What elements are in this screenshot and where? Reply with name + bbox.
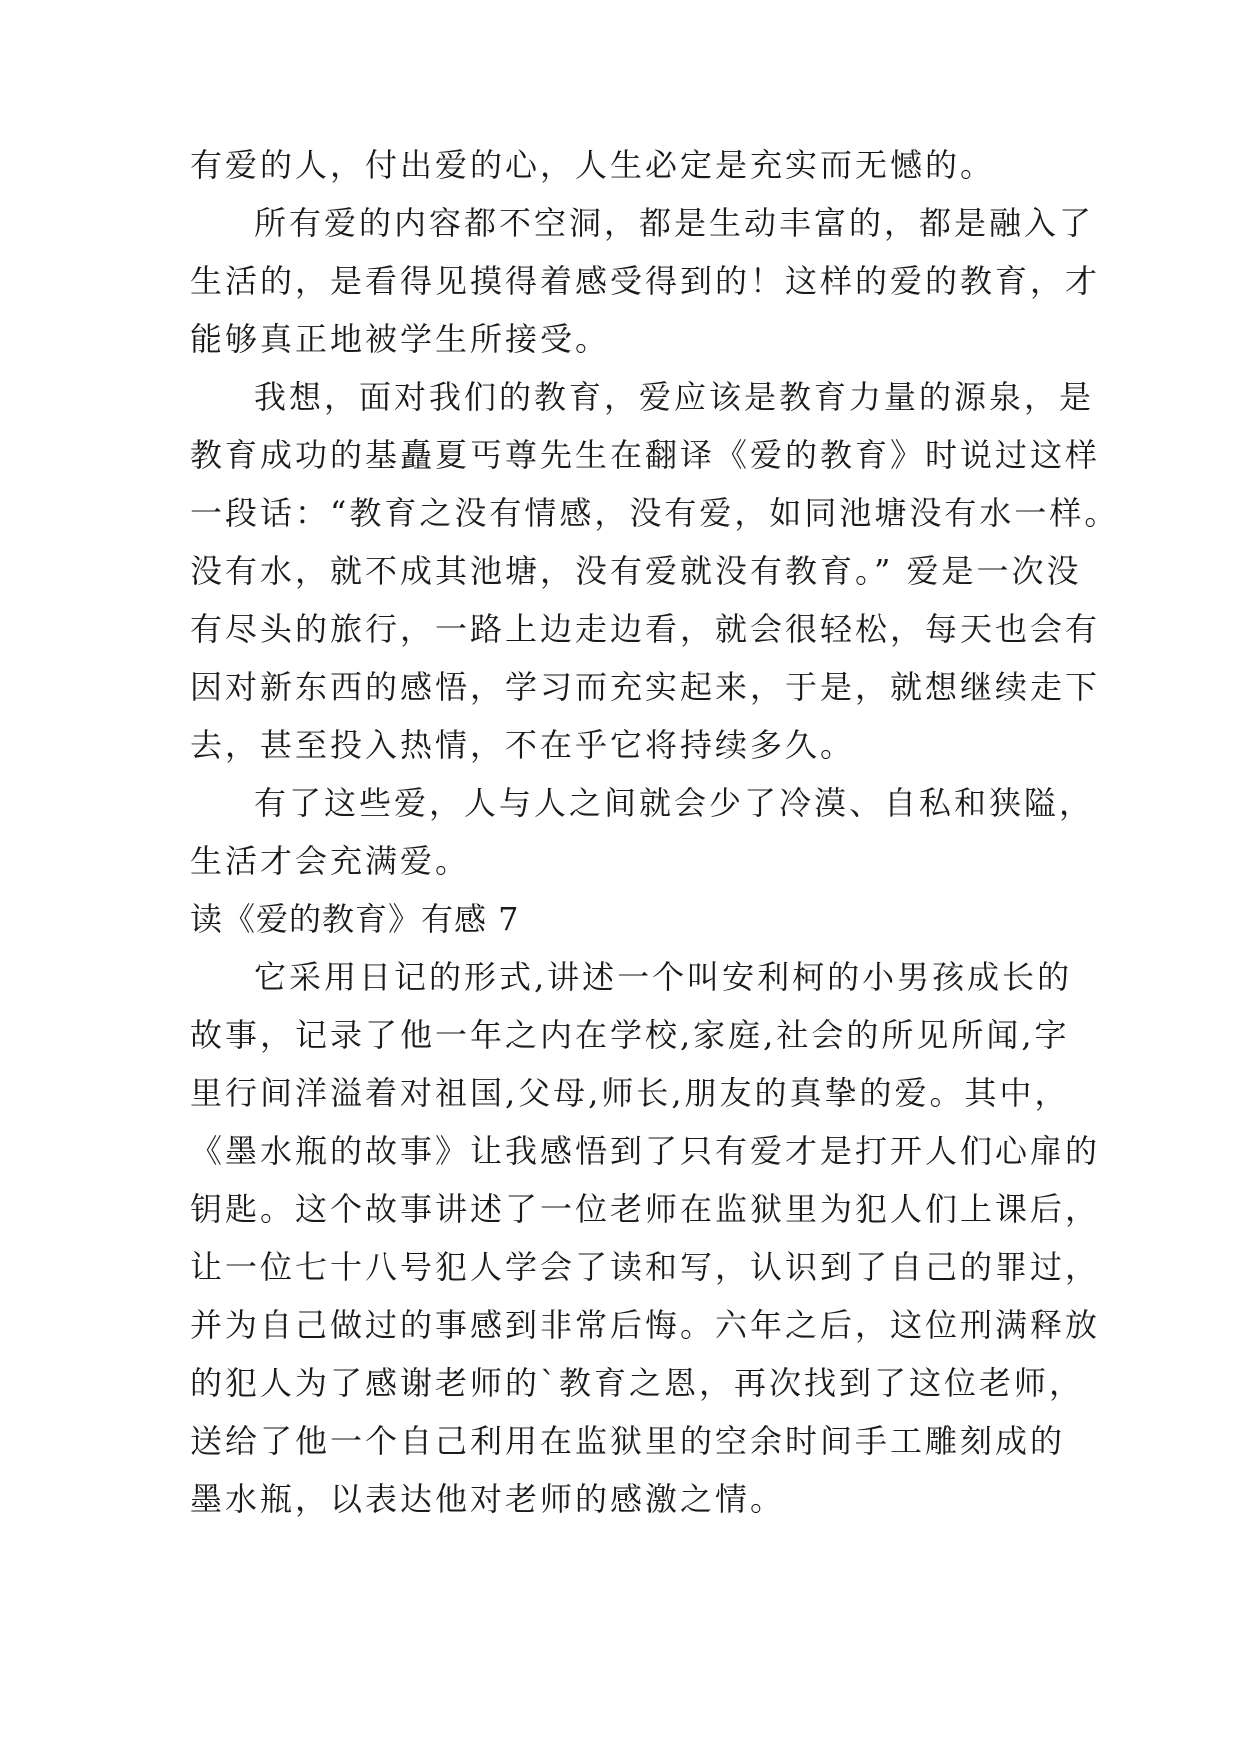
text-line-1: 有爱的人，付出爱的心，人生必定是充实而无憾的。 [190,146,996,184]
text-line-22: 的犯人为了感谢老师的`教育之恩，再次找到了这位老师， [190,1364,1085,1402]
text-line-23: 送给了他一个自己利用在监狱里的空余时间手工雕刻成的 [190,1422,1066,1460]
text-line-2: 所有爱的内容都不空洞，都是生动丰富的，都是融入了 [254,204,1095,242]
text-line-15: 它采用日记的形式,讲述一个叫安利柯的小男孩成长的 [254,958,1073,996]
text-line-18: 《墨水瓶的故事》让我感悟到了只有爱才是打开人们心扉的 [190,1132,1101,1170]
text-line-11: 去，甚至投入热情，不在乎它将持续多久。 [190,726,856,764]
text-line-17: 里行间洋溢着对祖国,父母,师长,朋友的真挚的爱。其中， [190,1074,1070,1112]
text-line-8: 没有水，就不成其池塘，没有爱就没有教育。” 爱是一次没 [190,552,1082,590]
section-heading: 读《爱的教育》有感 7 [190,900,520,938]
text-line-16: 故事，记录了他一年之内在学校,家庭,社会的所见所闻,字 [190,1016,1070,1054]
text-line-4: 能够真正地被学生所接受。 [190,320,611,358]
text-line-5: 我想，面对我们的教育，爱应该是教育力量的源泉，是 [254,378,1095,416]
text-line-19: 钥匙。这个故事讲述了一位老师在监狱里为犯人们上课后， [190,1190,1101,1228]
text-line-6: 教育成功的基矗夏丐尊先生在翻译《爱的教育》时说过这样 [190,436,1101,474]
text-line-7: 一段话：“教育之没有情感，没有爱，如同池塘没有水一样。 [190,494,1120,532]
text-line-13: 生活才会充满爱。 [190,842,471,880]
text-line-24: 墨水瓶，以表达他对老师的感激之情。 [190,1480,786,1518]
text-line-9: 有尽头的旅行，一路上边走边看，就会很轻松，每天也会有 [190,610,1101,648]
text-line-10: 因对新东西的感悟，学习而充实起来，于是，就想继续走下 [190,668,1101,706]
text-line-12: 有了这些爱，人与人之间就会少了冷漠、自私和狭隘， [254,784,1095,822]
text-line-20: 让一位七十八号犯人学会了读和写，认识到了自己的罪过， [190,1248,1101,1286]
text-line-3: 生活的，是看得见摸得着感受得到的！这样的爱的教育，才 [190,262,1101,300]
text-line-21: 并为自己做过的事感到非常后悔。六年之后，这位刑满释放 [190,1306,1101,1344]
